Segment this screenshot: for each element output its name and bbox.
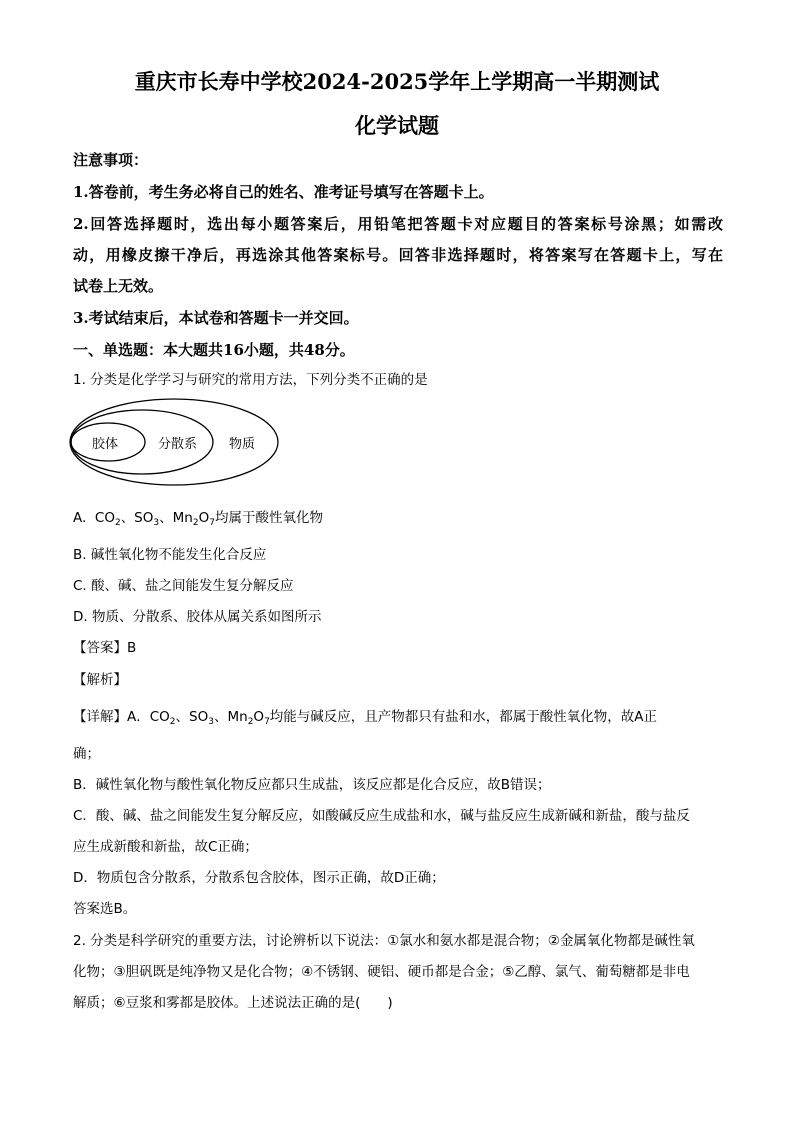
detail-b: B．碱性氧化物与酸性氧化物反应都只生成盐，该反应都是化合反应，故B错误； bbox=[73, 777, 551, 793]
question-2-line-1: 2. 分类是科学研究的重要方法，讨论辨析以下说法：①氯水和氨水都是混合物；②金属氧化物都是碱性氧 bbox=[73, 933, 695, 949]
question-2-line-3: 解质；⑥豆浆和雾都是胶体。上述说法正确的是( ) bbox=[73, 995, 393, 1011]
label-dispersion: 分散系 bbox=[158, 437, 198, 452]
question-1-stem: 1. 分类是化学学习与研究的常用方法，下列分类不正确的是 bbox=[73, 372, 428, 388]
detail-a-continued: 确； bbox=[73, 746, 100, 762]
notice-item-2-line-2: 动，用橡皮擦干净后，再选涂其他答案标号。回答非选择题时，将答案写在答题卡上，写在 bbox=[73, 246, 723, 264]
exam-subtitle: 化学试题 bbox=[355, 113, 439, 138]
question-2-line-2: 化物；③胆矾既是纯净物又是化合物；④不锈钢、硬铝、硬币都是合金；⑤乙醇、氯气、葡萄糖都是非电 bbox=[73, 964, 690, 980]
answer-label: 【答案】 bbox=[73, 640, 127, 656]
analysis-label: 【解析】 bbox=[73, 672, 127, 688]
notice-heading: 注意事项： bbox=[73, 151, 149, 169]
answer-value: B bbox=[127, 640, 137, 656]
question-1-option-d: D. 物质、分散系、胶体从属关系如图所示 bbox=[73, 609, 322, 625]
question-1-option-b: B. 碱性氧化物不能发生化合反应 bbox=[73, 547, 267, 563]
detail-label: 【详解】 bbox=[73, 709, 127, 725]
detail-final: 答案选B。 bbox=[73, 901, 137, 917]
exam-title: 重庆市长寿中学校2024-2025学年上学期高一半期测试 bbox=[134, 69, 660, 94]
section-heading: 一、单选题：本大题共16小题，共48分。 bbox=[73, 341, 355, 359]
question-1-option-a: A. $CO_2$、$SO_3$、$Mn_2O_7$均属于酸性氧化物 bbox=[73, 510, 323, 528]
detail-a: 【详解】A．$CO_2$、$SO_3$、$Mn_2O_7$均能与碱反应，且产物都只有盐和水，都属于酸性氧化物，故A正 bbox=[73, 709, 658, 727]
label-colloid: 胶体 bbox=[92, 437, 119, 452]
notice-item-3: 3.考试结束后，本试卷和答题卡一并交回。 bbox=[73, 309, 359, 327]
question-1-option-c: C. 酸、碱、盐之间能发生复分解反应 bbox=[73, 578, 294, 594]
detail-c-line-2: 应生成新酸和新盐，故C正确； bbox=[73, 839, 258, 855]
detail-d: D．物质包含分散系，分散系包含胶体，图示正确，故D正确； bbox=[73, 870, 445, 886]
label-matter: 物质 bbox=[229, 437, 256, 452]
notice-item-1: 1.答卷前，考生务必将自己的姓名、准考证号填写在答题卡上。 bbox=[73, 183, 494, 201]
notice-item-2-line-1: 2.回答选择题时，选出每小题答案后，用铅笔把答题卡对应题目的答案标号涂黑；如需改 bbox=[73, 215, 723, 233]
detail-c-line-1: C．酸、碱、盐之间能发生复分解反应，如酸碱反应生成盐和水，碱与盐反应生成新碱和新盐，酸与盐反 bbox=[73, 808, 690, 824]
notice-item-2-line-3: 试卷上无效。 bbox=[73, 277, 164, 295]
answer-line bbox=[73, 638, 136, 658]
classification-diagram bbox=[68, 396, 280, 488]
